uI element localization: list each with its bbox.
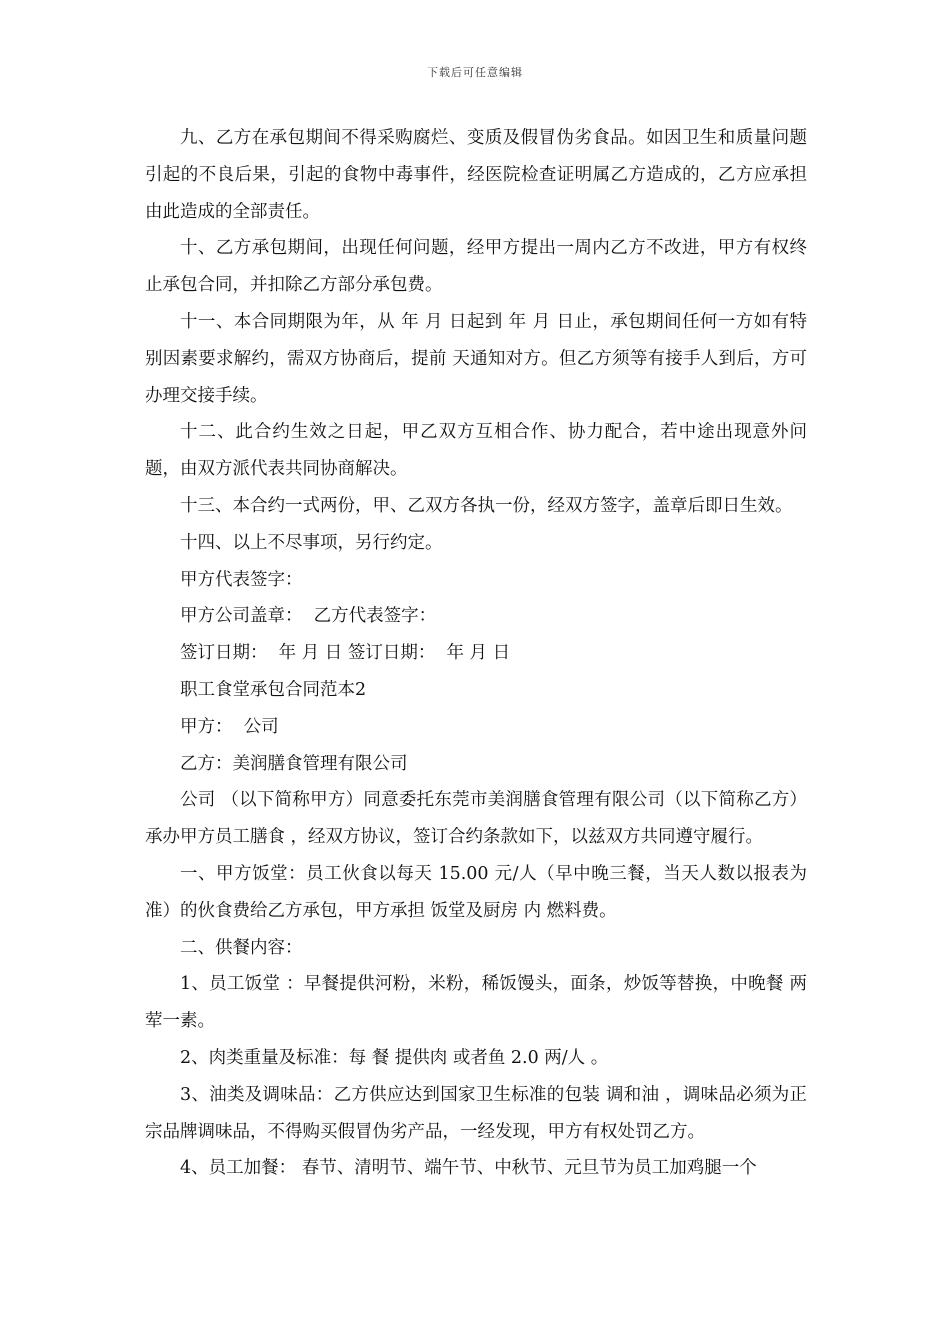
signing-date-line: 签订日期： 年 月 日 签订日期： 年 月 日	[180, 643, 511, 664]
party-a-line: 甲方： 公司	[180, 716, 279, 737]
item-2-meat-standard: 2、肉类重量及标准：每 餐 提供肉 或者鱼 2.0 两/人 。	[180, 1047, 609, 1068]
clause-13: 十三、本合约一式两份，甲、乙双方各执一份，经双方签字，盖章后即日生效。	[180, 495, 793, 516]
item-3-oil-seasoning: 3、油类及调味品：乙方供应达到国家卫生标准的包装 调和油 ，调味品必须为正宗品牌调味品，不得购买假冒伪劣产品，一经发现，甲方有权处罚乙方。	[145, 1084, 807, 1142]
clause-10: 十、乙方承包期间，出现任何问题，经甲方提出一周内乙方不改进，甲方有权终止承包合同，并扣除乙方部分承包费。	[145, 238, 807, 296]
seal-signature-line: 甲方公司盖章： 乙方代表签字：	[180, 606, 437, 627]
party-a-signature-line: 甲方代表签字：	[180, 569, 303, 590]
clause-12: 十二、此合约生效之日起，甲乙双方互相合作、协力配合，若中途出现意外问题，由双方派代表共同协商解决。	[145, 422, 807, 480]
party-b-line: 乙方：美润膳食管理有限公司	[180, 753, 408, 774]
clause-1-canteen: 一、甲方饭堂：员工伙食以每天 15.00 元/人（早中晚三餐，当天人数以报表为准）的伙食费给乙方承包，甲方承担 饭堂及厨房 内 燃料费。	[145, 863, 807, 921]
item-1-staff-canteen: 1、员工饭堂 ：早餐提供河粉，米粉，稀饭馒头，面条，炒饭等替换，中晚餐 两荤一素。	[145, 974, 807, 1032]
page-header: 下载后可任意编辑	[427, 66, 523, 79]
clause-2-meal-content: 二、供餐内容：	[180, 937, 303, 958]
clause-14: 十四、以上不尽事项，另行约定。	[180, 532, 443, 553]
item-4-extra-meal: 4、员工加餐： 春节、清明节、端午节、中秋节、元旦节为员工加鸡腿一个	[180, 1158, 757, 1179]
clause-11: 十一、本合同期限为年，从 年 月 日起到 年 月 日止，承包期间任何一方如有特别因素要求解约，需双方协商后，提前 天通知对方。但乙方须等有接手人到后，方可办理交接手续。	[145, 311, 807, 406]
clause-9: 九、乙方在承包期间不得采购腐烂、变质及假冒伪劣食品。如因卫生和质量问题引起的不良后果，引起的食物中毒事件，经医院检查证明属乙方造成的，乙方应承担由此造成的全部责任。	[145, 128, 807, 222]
document-body	[145, 120, 807, 1187]
preamble: 公司 （以下简称甲方）同意委托东莞市美润膳食管理有限公司（以下简称乙方）承办甲方员工膳食 ，经双方协议，签订合约条款如下，以兹双方共同遵守履行。	[145, 790, 807, 848]
contract-2-title: 职工食堂承包合同范本2	[180, 679, 367, 700]
